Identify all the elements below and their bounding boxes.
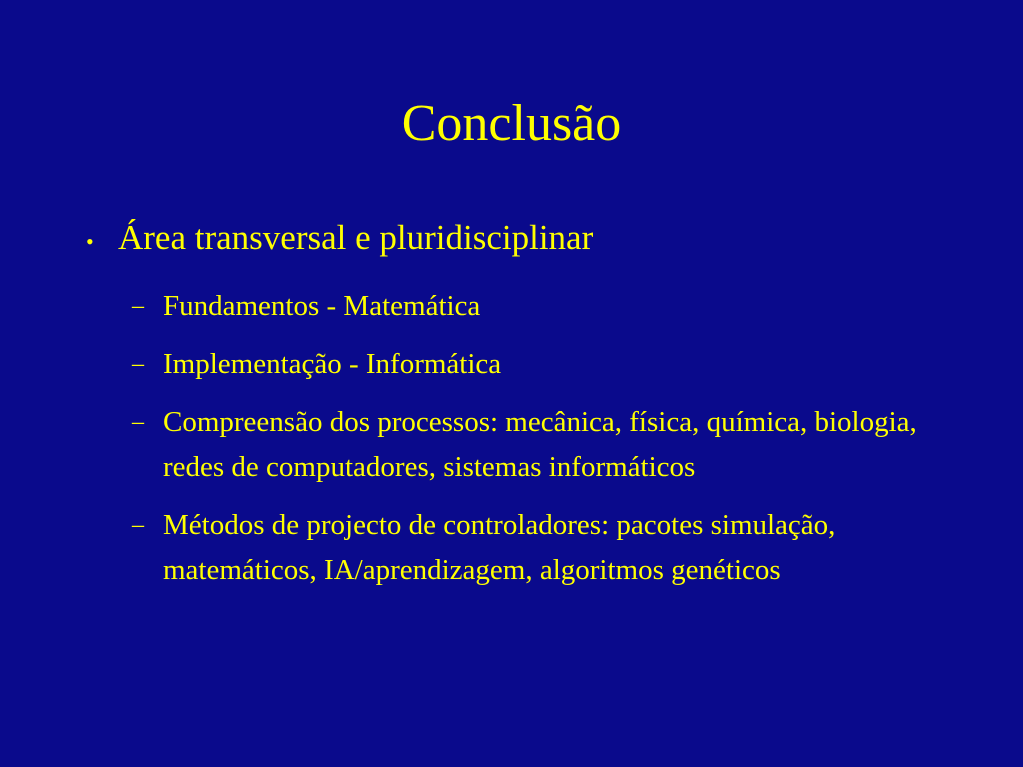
sub-bullet-text: Fundamentos - Matemática bbox=[163, 290, 481, 322]
main-bullet bbox=[86, 216, 593, 264]
dash-icon: – bbox=[132, 351, 144, 377]
slide-title: Conclusão bbox=[401, 95, 622, 152]
sub-bullet-item bbox=[132, 503, 932, 593]
main-bullet-text: Área transversal e pluridisciplinar bbox=[118, 218, 594, 257]
sub-bullet-text: Compreensão dos processos: mecânica, física, química, biologia, redes de computadores, sistemas informáticos bbox=[163, 406, 917, 483]
sub-bullet-item bbox=[132, 400, 932, 490]
dash-icon: – bbox=[132, 512, 144, 538]
sub-bullet-text: Métodos de projecto de controladores: pacotes simulação, matemáticos, IA/aprendizagem, algoritmos genéticos bbox=[163, 509, 836, 586]
sub-bullet-item bbox=[132, 342, 932, 387]
dash-icon: – bbox=[132, 293, 144, 319]
dash-icon: – bbox=[132, 409, 144, 435]
sub-bullet-item bbox=[132, 284, 932, 329]
sub-bullet-list bbox=[132, 284, 932, 606]
bullet-dot-icon: • bbox=[86, 229, 94, 254]
sub-bullet-text: Implementação - Informática bbox=[163, 348, 502, 380]
